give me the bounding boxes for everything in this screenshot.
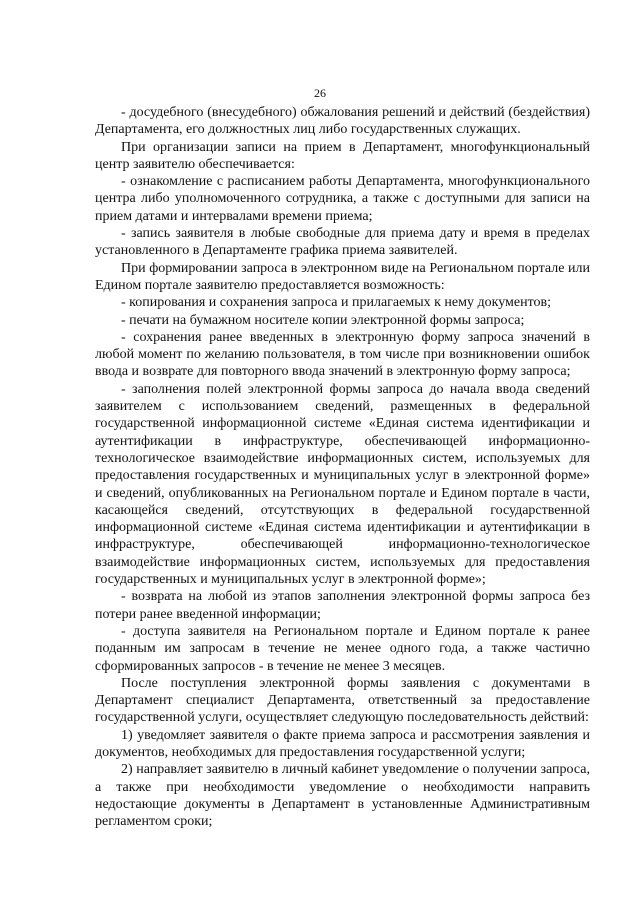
paragraph: При организации записи на прием в Департамент, многофункциональный центр заявителю обеспечивается: bbox=[95, 139, 590, 172]
paragraph: - возврата на любой из этапов заполнения электронной формы запроса без потери ранее введенной информации; bbox=[95, 589, 590, 622]
paragraph: - доступа заявителя на Региональном портале и Едином портале к ранее поданным им запросам в течение не менее одного года, а также частично сформированных запросов - в течение не менее 3 месяцев. bbox=[95, 623, 590, 674]
document-body bbox=[95, 104, 590, 830]
paragraph: - запись заявителя в любые свободные для приема дату и время в пределах установленного в Департаменте графика приема заявителей. bbox=[95, 226, 590, 259]
paragraph: После поступления электронной формы заявления с документами в Департамент специалист Департамента, ответственный за предоставление государственной услуги, осуществляет следующую последовательность действий: bbox=[95, 675, 590, 726]
paragraph: 1) уведомляет заявителя о факте приема запроса и рассмотрения заявления и документов, необходимых для предоставления государственной услуги; bbox=[95, 727, 590, 760]
paragraph: - заполнения полей электронной формы запроса до начала ввода сведений заявителем с использованием сведений, размещенных в федеральной государственной информационной системе «Единая система идентификации и аутентификации в инфраструктуре, обеспечивающей информационно-технологическое взаимодействие информационных систем, используемых для предоставления государственных и муниципальных услуг в электронной форме» и сведений, опубликованных на Региональном портале и Едином портале в части, касающейся сведений, отсутствующих в федеральной государственной информационной системе «Единая система идентификации и аутентификации в инфраструктуре, обеспечивающей информационно-технологическое взаимодействие информационных систем, используемых для предоставления государственных и муниципальных услуг в электронной форме»; bbox=[95, 381, 590, 588]
paragraph: 2) направляет заявителю в личный кабинет уведомление о получении запроса, а также при необходимости уведомление о необходимости направить недостающие документы в Департамент в установленные Административным регламентом сроки; bbox=[95, 762, 590, 830]
paragraph: При формировании запроса в электронном виде на Региональном портале или Едином портале заявителю предоставляется возможность: bbox=[95, 260, 590, 293]
page-number: 26 bbox=[314, 86, 326, 100]
paragraph: - ознакомление с расписанием работы Департамента, многофункционального центра либо уполномоченного сотрудника, а также с доступными для записи на прием датами и интервалами времени приема; bbox=[95, 174, 590, 224]
paragraph: - досудебного (внесудебного) обжалования решений и действий (бездействия) Департамента, его должностных лиц либо государственных служащих. bbox=[95, 105, 590, 138]
paragraph: - сохранения ранее введенных в электронную форму запроса значений в любой момент по желанию пользователя, в том числе при возникновении ошибок ввода и возврате для повторного ввода значений в электронную форму запроса; bbox=[95, 329, 590, 380]
paragraph: - копирования и сохранения запроса и прилагаемых к нему документов; bbox=[121, 295, 552, 311]
paragraph: - печати на бумажном носителе копии электронной формы запроса; bbox=[121, 312, 525, 328]
